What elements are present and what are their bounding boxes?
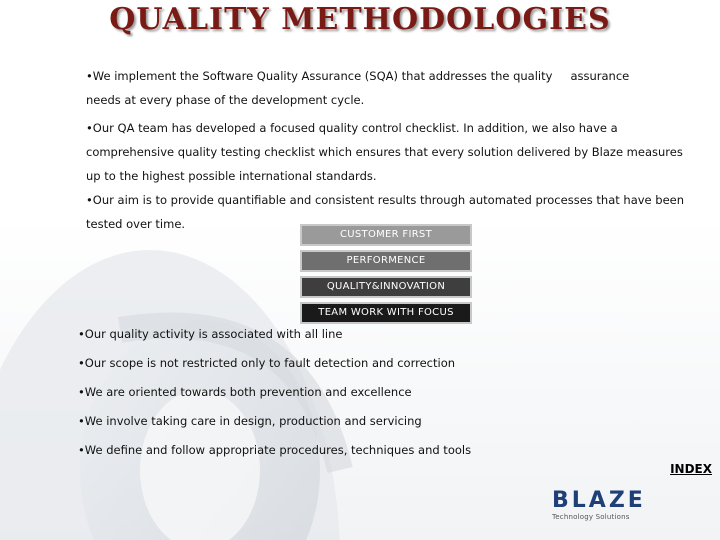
- focus-bars: [300, 224, 472, 324]
- focus-bar-customer-first: CUSTOMER FIRST: [300, 224, 472, 246]
- index-link[interactable]: INDEX: [670, 462, 712, 476]
- bullet: •: [86, 193, 93, 207]
- paragraph-text: Our QA team has developed a focused quality control checklist. In addition, we also have a comprehensive quality testing checklist which ensures that every solution delivered by Blaze measures up to the highest possible international standards.: [86, 121, 683, 183]
- focus-bar-teamwork: TEAM WORK WITH FOCUS: [300, 302, 472, 324]
- focus-bar-quality-innovation: QUALITY&INNOVATION: [300, 276, 472, 298]
- focus-bar-performance: PERFORMENCE: [300, 250, 472, 272]
- logo-word: BLAZE: [552, 488, 646, 513]
- list-item: •We define and follow appropriate procedures, techniques and tools: [78, 443, 472, 457]
- paragraph-sqa: [86, 64, 686, 112]
- logo-tagline: Technology Solutions: [552, 513, 630, 521]
- bullet: •: [86, 69, 93, 83]
- paragraph-text-tail: assurance: [570, 69, 630, 83]
- list-item: •Our quality activity is associated with all line: [78, 327, 343, 341]
- paragraph-text: Our aim is to provide quantifiable and consistent results through automated processes that have been tested over time.: [86, 193, 685, 231]
- list-item: •We are oriented towards both prevention and excellence: [78, 385, 412, 399]
- page-title: QUALITY METHODOLOGIES: [109, 2, 611, 37]
- list-item: •Our scope is not restricted only to fault detection and correction: [78, 356, 456, 370]
- paragraph-text-line2: needs at every phase of the development cycle.: [86, 93, 365, 107]
- quality-points-list: [78, 322, 678, 467]
- paragraph-qa-team: [86, 116, 686, 188]
- paragraph-text: We implement the Software Quality Assurance (SQA) that addresses the quality: [92, 69, 553, 83]
- list-item: •We involve taking care in design, production and servicing: [78, 414, 422, 428]
- blaze-logo: [552, 488, 646, 524]
- bullet: •: [86, 121, 93, 135]
